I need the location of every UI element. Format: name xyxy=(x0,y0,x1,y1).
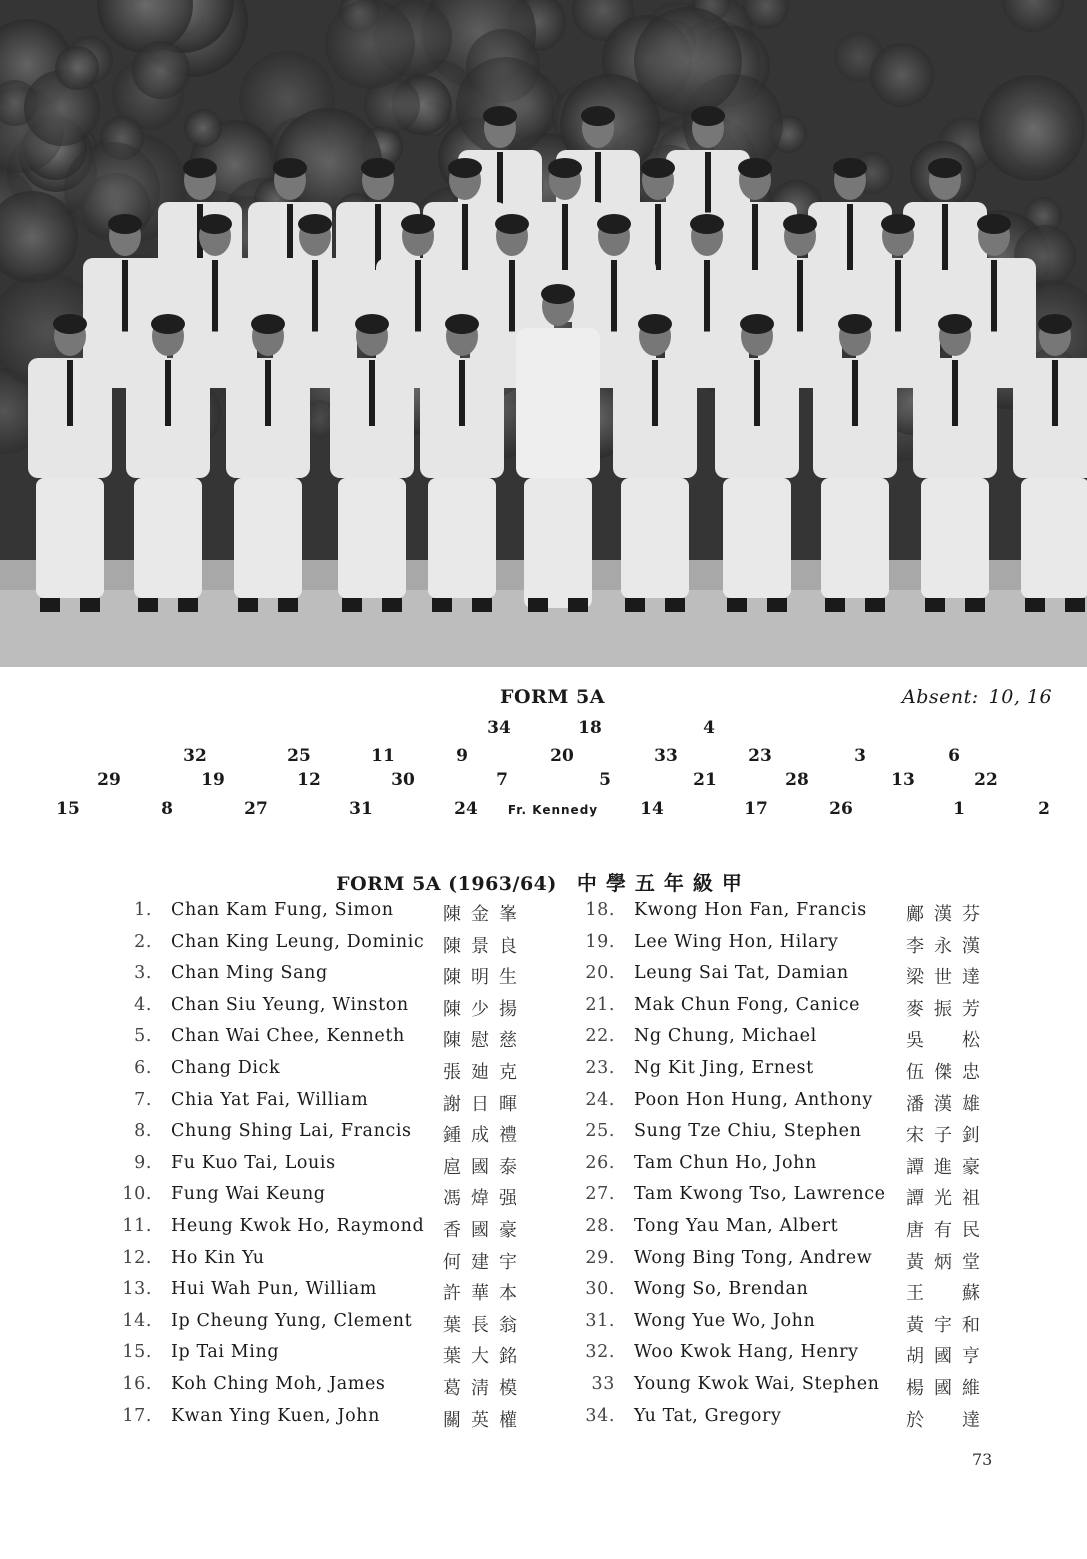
key-number: 21 xyxy=(693,770,717,790)
roster-row-chinese-name: 陳金峯 xyxy=(443,904,527,925)
absent-note xyxy=(902,686,1052,708)
key-number: 31 xyxy=(349,799,373,819)
roster-row xyxy=(583,1406,1003,1438)
key-number: 25 xyxy=(287,746,311,766)
key-number: 23 xyxy=(748,746,772,766)
roster-row xyxy=(120,1311,540,1343)
roster-row-chinese-name: 葛淸模 xyxy=(443,1377,527,1399)
roster-row-name: Ho Kin Yu xyxy=(171,1247,265,1268)
key-number: 34 xyxy=(487,718,511,738)
roster-row-name: Wong Bing Tong, Andrew xyxy=(634,1247,873,1268)
roster-row xyxy=(120,1248,540,1280)
roster-row-chinese-name: 黃宇和 xyxy=(906,1314,990,1336)
roster-row xyxy=(583,1248,1003,1280)
roster-row-name: Fu Kuo Tai, Louis xyxy=(171,1152,336,1173)
roster-row-name: Chan King Leung, Dominic xyxy=(171,931,425,952)
photo-caption-title: FORM 5A xyxy=(500,686,605,708)
roster-row xyxy=(583,1153,1003,1185)
roster-row-number: 17. xyxy=(122,1405,152,1426)
person-figure xyxy=(126,314,210,612)
roster-row xyxy=(583,1374,1003,1406)
roster-row xyxy=(120,1406,540,1438)
roster-row-number: 14. xyxy=(122,1310,152,1331)
roster-row-name: Hui Wah Pun, William xyxy=(171,1279,377,1300)
roster-row-chinese-name: 葉長翁 xyxy=(443,1314,527,1336)
roster-row-name: Kwan Ying Kuen, John xyxy=(171,1405,381,1426)
roster-row xyxy=(583,932,1003,964)
roster-row-name: Yu Tat, Gregory xyxy=(634,1405,782,1426)
key-number: 7 xyxy=(496,770,508,790)
roster-row-number: 23. xyxy=(585,1057,615,1078)
roster-row xyxy=(120,1374,540,1406)
roster-row-chinese-name: 葉大銘 xyxy=(443,1346,527,1368)
roster-row-chinese-name: 鍾成禮 xyxy=(443,1125,527,1147)
roster-row-name: Fung Wai Keung xyxy=(171,1184,326,1205)
roster-row-number: 28. xyxy=(585,1215,615,1236)
key-number: 9 xyxy=(456,746,468,766)
roster-row-number: 30. xyxy=(585,1279,615,1300)
person-figure xyxy=(813,314,897,612)
roster-row-chinese-name: 潘漢雄 xyxy=(906,1093,990,1115)
roster-row-name: Ng Chung, Michael xyxy=(634,1026,817,1047)
roster-row xyxy=(120,963,540,995)
key-number: 3 xyxy=(854,746,866,766)
key-number: 14 xyxy=(640,799,664,819)
roster-row-name: Koh Ching Moh, James xyxy=(171,1373,386,1394)
roster-row xyxy=(583,1311,1003,1343)
roster-row-chinese-name: 吳 松 xyxy=(906,1030,990,1052)
roster-row xyxy=(120,1090,540,1122)
roster-row-chinese-name: 麥振芳 xyxy=(906,998,990,1020)
key-number: 18 xyxy=(578,718,602,738)
person-figure xyxy=(613,314,697,612)
roster-row-chinese-name: 譚光祖 xyxy=(906,1188,990,1210)
roster-row-name: Wong So, Brendan xyxy=(634,1279,809,1300)
key-number: 11 xyxy=(371,746,395,766)
roster-row-name: Chan Ming Sang xyxy=(171,963,328,984)
key-number: 24 xyxy=(454,799,478,819)
roster-row xyxy=(120,1026,540,1058)
page-number: 73 xyxy=(972,1450,993,1469)
roster-row-chinese-name: 陳明生 xyxy=(443,967,527,989)
roster-row-number: 11. xyxy=(122,1215,152,1236)
foliage-shape xyxy=(132,41,190,99)
key-number: 12 xyxy=(297,770,321,790)
person-figure xyxy=(420,314,504,612)
roster-row-chinese-name: 許華本 xyxy=(443,1283,527,1305)
person-figure xyxy=(913,314,997,612)
roster-row-number: 21. xyxy=(585,994,615,1015)
roster-row-number: 4. xyxy=(134,994,152,1015)
roster-column-left xyxy=(120,900,540,1437)
roster-row-chinese-name: 唐有民 xyxy=(906,1219,990,1241)
roster-row-name: Tam Chun Ho, John xyxy=(634,1152,817,1173)
roster-row-name: Leung Sai Tat, Damian xyxy=(634,963,849,984)
key-number: 20 xyxy=(550,746,574,766)
roster-row xyxy=(120,1342,540,1374)
absent-values: 10, 16 xyxy=(988,686,1053,708)
roster-row-number: 5. xyxy=(134,1026,152,1047)
roster-row-number: 13. xyxy=(122,1279,152,1300)
roster-row-number: 27. xyxy=(585,1184,615,1205)
roster-row-number: 31. xyxy=(585,1310,615,1331)
roster-row-name: Heung Kwok Ho, Raymond xyxy=(171,1215,425,1236)
person-figure xyxy=(28,314,112,612)
roster-row-number: 25. xyxy=(585,1121,615,1142)
key-number: 1 xyxy=(953,799,965,819)
foliage-shape xyxy=(325,0,415,89)
roster-row-chinese-name: 於 達 xyxy=(906,1409,990,1431)
roster-row-number: 7. xyxy=(134,1089,152,1110)
roster-row-name: Ip Tai Ming xyxy=(171,1342,280,1363)
key-teacher-label: Fr. Kennedy xyxy=(507,803,599,817)
roster-row-chinese-name: 香國豪 xyxy=(443,1219,527,1241)
key-number: 30 xyxy=(391,770,415,790)
roster-row-name: Chan Siu Yeung, Winston xyxy=(171,994,409,1015)
roster-row xyxy=(120,932,540,964)
roster-row xyxy=(120,1279,540,1311)
roster-row-chinese-name: 王 蘇 xyxy=(906,1283,990,1305)
roster-row-name: Kwong Hon Fan, Francis xyxy=(634,900,867,920)
roster-row-name: Mak Chun Fong, Canice xyxy=(634,994,861,1015)
person-figure xyxy=(516,284,600,612)
key-number: 29 xyxy=(97,770,121,790)
person-figure xyxy=(226,314,310,612)
key-number: 33 xyxy=(654,746,678,766)
roster-row-name: Chang Dick xyxy=(171,1057,281,1078)
roster-row xyxy=(583,1058,1003,1090)
key-number: 6 xyxy=(948,746,960,766)
class-photograph-drawing xyxy=(0,0,1087,667)
roster-row-name: Sung Tze Chiu, Stephen xyxy=(634,1121,862,1142)
roster-row-name: Ng Kit Jing, Ernest xyxy=(634,1057,814,1078)
roster-row-number: 29. xyxy=(585,1247,615,1268)
foliage-shape xyxy=(870,43,934,107)
roster-title-zh: 中學五年級甲 xyxy=(576,871,751,895)
roster-row-number: 2. xyxy=(134,931,152,952)
roster-row-chinese-name: 楊國維 xyxy=(906,1377,990,1399)
roster-row-chinese-name: 張廸克 xyxy=(443,1061,527,1083)
roster-row-name: Ip Cheung Yung, Clement xyxy=(171,1310,413,1331)
roster-row-chinese-name: 陳景良 xyxy=(443,935,527,957)
roster-row-name: Chan Wai Chee, Kenneth xyxy=(171,1026,405,1047)
class-photograph xyxy=(0,0,1087,667)
roster-row-number: 18. xyxy=(585,900,615,920)
roster-row-name: Chan Kam Fung, Simon xyxy=(171,900,394,920)
roster-row xyxy=(583,1342,1003,1374)
roster-row-number: 33 xyxy=(591,1373,615,1394)
roster-row-chinese-name: 黃炳堂 xyxy=(906,1251,990,1273)
roster-row-chinese-name: 宋子釗 xyxy=(906,1125,990,1147)
roster-row xyxy=(120,1058,540,1090)
roster-row-name: Tam Kwong Tso, Lawrence xyxy=(634,1184,886,1205)
roster-row-number: 3. xyxy=(134,963,152,984)
roster-row xyxy=(583,1216,1003,1248)
roster-row-chinese-name: 謝日暉 xyxy=(443,1093,527,1115)
key-number: 2 xyxy=(1038,799,1050,819)
person-figure xyxy=(1013,314,1087,612)
foliage-shape xyxy=(184,109,222,147)
key-number: 13 xyxy=(891,770,915,790)
roster-row-name: Chung Shing Lai, Francis xyxy=(171,1121,412,1142)
roster-row xyxy=(583,963,1003,995)
roster-row-chinese-name: 陳少揚 xyxy=(443,998,527,1020)
roster-row-chinese-name: 譚進豪 xyxy=(906,1156,990,1178)
roster-row-number: 8. xyxy=(134,1121,152,1142)
foliage-shape xyxy=(634,7,742,115)
roster-row-number: 1. xyxy=(134,900,152,920)
roster-row xyxy=(583,995,1003,1027)
roster-row xyxy=(583,1184,1003,1216)
roster-row-chinese-name: 鄺漢芬 xyxy=(906,904,990,925)
roster-row-number: 20. xyxy=(585,963,615,984)
key-number: 19 xyxy=(201,770,225,790)
roster-row xyxy=(583,1121,1003,1153)
roster-row-chinese-name: 陳慰慈 xyxy=(443,1030,527,1052)
roster-row-name: Tong Yau Man, Albert xyxy=(634,1215,839,1236)
roster-row-number: 32. xyxy=(585,1342,615,1363)
roster-row xyxy=(583,900,1003,932)
roster-row-chinese-name: 關英權 xyxy=(443,1409,527,1431)
roster-row-number: 19. xyxy=(585,931,615,952)
roster-row xyxy=(120,1153,540,1185)
roster-row xyxy=(120,900,540,932)
key-number: 4 xyxy=(703,718,715,738)
roster-row-number: 24. xyxy=(585,1089,615,1110)
roster-row xyxy=(120,1216,540,1248)
key-number: 15 xyxy=(56,799,80,819)
person-figure xyxy=(330,314,414,612)
roster-row-number: 22. xyxy=(585,1026,615,1047)
roster-row-name: Poon Hon Hung, Anthony xyxy=(634,1089,873,1110)
roster-row-chinese-name: 伍傑忠 xyxy=(906,1061,990,1083)
roster-row xyxy=(120,1121,540,1153)
key-number: 26 xyxy=(829,799,853,819)
roster-row-number: 10. xyxy=(122,1184,152,1205)
roster-row xyxy=(120,995,540,1027)
roster-row-chinese-name: 扈國泰 xyxy=(443,1156,527,1178)
roster-row xyxy=(583,1026,1003,1058)
roster-row-name: Lee Wing Hon, Hilary xyxy=(634,931,839,952)
key-number: 32 xyxy=(183,746,207,766)
roster-row-chinese-name: 馮煒强 xyxy=(443,1188,527,1210)
foliage-shape xyxy=(55,46,99,90)
key-number: 5 xyxy=(599,770,611,790)
roster-row-number: 16. xyxy=(122,1373,152,1394)
roster-row-chinese-name: 李永漢 xyxy=(906,935,990,957)
person-figure xyxy=(715,314,799,612)
roster-row xyxy=(583,1090,1003,1122)
roster-row-number: 26. xyxy=(585,1152,615,1173)
roster-row-number: 34. xyxy=(585,1405,615,1426)
roster-row-chinese-name: 何建宇 xyxy=(443,1251,527,1273)
roster-row-number: 6. xyxy=(134,1057,152,1078)
key-number: 17 xyxy=(744,799,768,819)
roster-row-name: Young Kwok Wai, Stephen xyxy=(634,1373,880,1394)
roster-row xyxy=(120,1184,540,1216)
roster-row-number: 15. xyxy=(122,1342,152,1363)
roster-column-right xyxy=(583,900,1003,1437)
roster-row-name: Wong Yue Wo, John xyxy=(634,1310,816,1331)
key-number: 28 xyxy=(785,770,809,790)
key-number: 22 xyxy=(974,770,998,790)
roster-row xyxy=(583,1279,1003,1311)
roster-row-number: 9. xyxy=(134,1152,152,1173)
roster-title-en: FORM 5A (1963/64) xyxy=(336,873,557,895)
foliage-shape xyxy=(979,75,1085,181)
roster-row-number: 12. xyxy=(122,1247,152,1268)
roster-title xyxy=(0,867,1087,896)
roster-row-chinese-name: 梁世達 xyxy=(906,967,990,989)
key-number: 8 xyxy=(161,799,173,819)
roster-row-chinese-name: 胡國亨 xyxy=(906,1346,990,1368)
key-number: 27 xyxy=(244,799,268,819)
roster-row-name: Chia Yat Fai, William xyxy=(171,1089,369,1110)
absent-label: Absent: xyxy=(902,686,979,708)
roster-row-name: Woo Kwok Hang, Henry xyxy=(634,1342,859,1363)
